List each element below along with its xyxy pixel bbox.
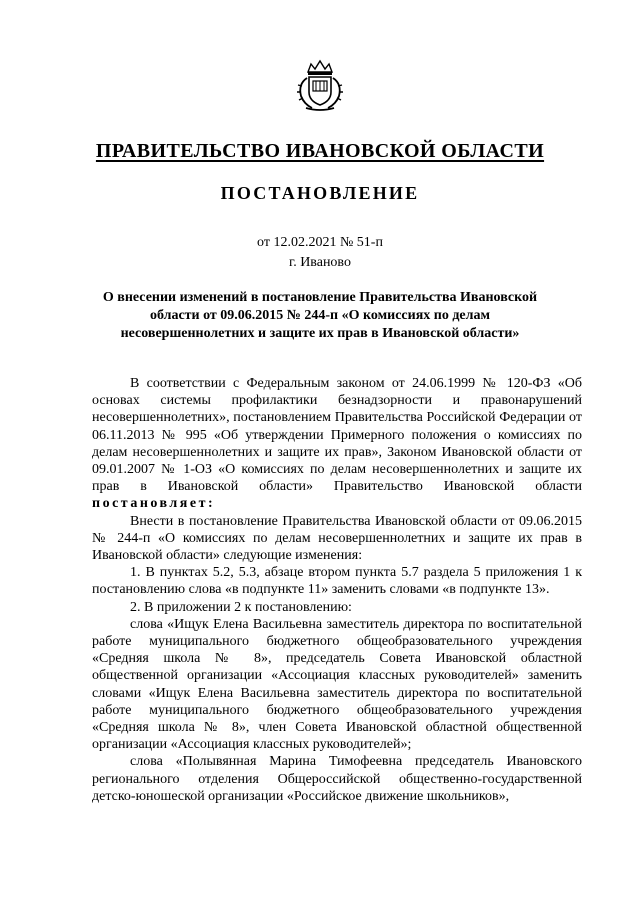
paragraph-item-1: 1. В пунктах 5.2, 5.3, абзаце втором пункта 5.7 раздела 5 приложения 1 к постановлению слова «в подпункте 11» заменить словами «в подпункте 13». (92, 565, 582, 598)
document-body (92, 375, 582, 805)
paragraph-item-2: 2. В приложении 2 к постановлению: (130, 599, 352, 615)
document-date-number: от 12.02.2021 № 51-п (257, 235, 383, 250)
document-city: г. Иваново (289, 255, 351, 270)
paragraph-amend: Внести в постановление Правительства Ивановской области от 09.06.2015 № 244-п «О комиссиях по делам несовершеннолетних и защите их прав в Ивановской области» следующие изменения: (92, 513, 582, 564)
coat-of-arms-icon (292, 58, 348, 114)
paragraph-replace-1: слова «Ищук Елена Васильевна заместитель директора по воспитательной работе муниципального бюджетного общеобразовательного учреждения «Средняя школа № 8», председатель Совета Ивановской областной общественной организации «Ассоциация классных руководителей» заменить словами «Ищук Елена Васильевна заместитель директора по воспитательной работе муниципального бюджетного общеобразовательного учреждения «Средняя школа № 8», член Совета Ивановской областной общественной организации «Ассоциация классных руководителей»; (92, 616, 582, 753)
resolution-keyword: постановляет: (92, 496, 216, 512)
paragraph-replace-2: слова «Полывянная Марина Тимофеевна председатель Ивановского регионального отделения Общероссийской общественно-государственной детско-юношеской организации «Российское движение школьников», (92, 754, 582, 804)
paragraph-preamble: В соответствии с Федеральным законом от 24.06.1999 № 120-ФЗ «Об основах системы профилактики безнадзорности и правонарушений несовершеннолетних», постановлением Правительства Российской Федерации от 06.11.2013 № 995 «Об утверждении Примерного положения о комиссиях по делам несовершеннолетних и защите их прав», Законом Ивановской области от 09.01.2007 № 1-ОЗ «О комиссиях по делам несовершеннолетних и защите их прав в Ивановской области» Правительство Ивановской области постановляет: (92, 376, 582, 512)
organization-name: ПРАВИТЕЛЬСТВО ИВАНОВСКОЙ ОБЛАСТИ (95, 140, 545, 162)
document-type: ПОСТАНОВЛЕНИЕ (220, 183, 420, 203)
document-title: О внесении изменений в постановление Правительства Ивановской области от 09.06.2015 № 244-п «О комиссиях по делам несовершеннолетних и защите их прав в Ивановской области» (102, 290, 538, 341)
